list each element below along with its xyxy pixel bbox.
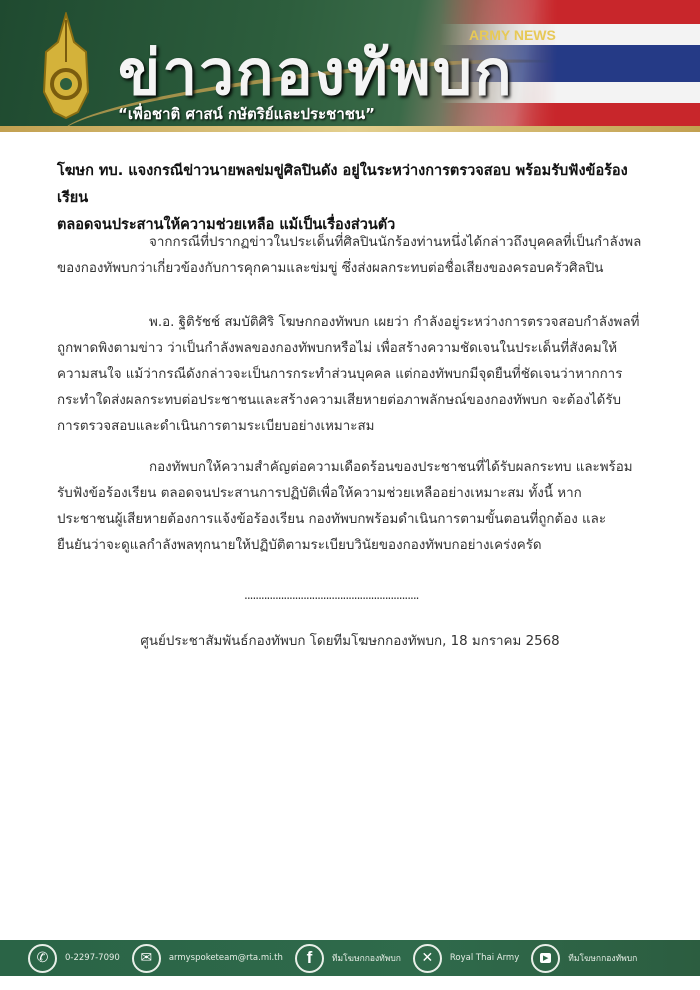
x-icon: ✕	[413, 944, 442, 973]
contact-footer	[0, 940, 700, 976]
separator: ..............................................................	[244, 588, 419, 602]
news-banner	[0, 0, 700, 132]
text-line: ยืนยันว่าจะดูแลกำลังพลทุกนายให้ปฏิบัติตามระเบียบวินัยของกองทัพบกอย่างเคร่งครัด	[57, 538, 542, 553]
text-line: จากกรณีที่ปรากฏข่าวในประเด็นที่ศิลปินนักร้องท่านหนึ่งได้กล่าวถึงบุคคลที่เป็นกำลังพล	[149, 235, 642, 250]
youtube-icon: ▶	[531, 944, 560, 973]
paragraph-1	[57, 230, 657, 282]
contact-x[interactable]	[413, 944, 519, 973]
youtube-name: ทีมโฆษกกองทัพบก	[568, 954, 638, 964]
contact-youtube[interactable]	[531, 944, 637, 973]
army-news-tag: ARMY NEWS	[469, 27, 556, 43]
contact-facebook[interactable]	[295, 944, 401, 973]
facebook-name: ทีมโฆษกกองทัพบก	[331, 954, 401, 964]
contact-email[interactable]	[132, 944, 283, 973]
banner-title: ข่าวกองทัพบก	[118, 36, 514, 109]
credit-line: ศูนย์ประชาสัมพันธ์กองทัพบก โดยทีมโฆษกกองทัพบก, 18 มกราคม 2568	[140, 634, 560, 649]
phone-icon: ✆	[28, 944, 57, 973]
text-line: กระทำใดส่งผลกระทบต่อประชาชนและสร้างความเสียหายต่อภาพลักษณ์ของกองทัพบก จะต้องได้รับ	[57, 393, 622, 408]
mail-icon: ✉	[132, 944, 161, 973]
text-line: กองทัพบกให้ความสำคัญต่อความเดือดร้อนของประชาชนที่ได้รับผลกระทบ และพร้อม	[149, 460, 633, 475]
contact-phone[interactable]	[28, 944, 120, 973]
text-line: ถูกพาดพิงตามข่าว ว่าเป็นกำลังพลของกองทัพบกหรือไม่ เพื่อสร้างความชัดเจนในประเด็นที่สังคมให้	[57, 341, 618, 356]
text-line: ความสนใจ แม้ว่ากรณีดังกล่าวจะเป็นการกระทำส่วนบุคคล แต่กองทัพบกมีจุดยืนที่ชัดเจนว่าหากการ	[57, 367, 623, 382]
headline	[57, 158, 657, 239]
headline-line: ตลอดจนประสานให้ความช่วยเหลือ แม้เป็นเรื่องส่วนตัว	[57, 217, 396, 233]
paragraph-3	[57, 455, 657, 559]
text-line: พ.อ. ฐิติรัชช์ สมบัติศิริ โฆษกกองทัพบก เผยว่า กำลังอยู่ระหว่างการตรวจสอบกำลังพลที่	[149, 315, 640, 330]
facebook-icon: f	[295, 944, 324, 973]
x-name: Royal Thai Army	[449, 953, 520, 963]
army-emblem-icon	[38, 12, 94, 120]
banner-motto: “เพื่อชาติ ศาสน์ กษัตริย์และประชาชน”	[118, 105, 376, 123]
text-line: การตรวจสอบและดำเนินการตามระเบียบอย่างเหมาะสม	[57, 419, 375, 434]
text-line: ประชาชนผู้เสียหายต้องการแจ้งข้อร้องเรียน กองทัพบกพร้อมดำเนินการตามขั้นตอนที่ถูกต้อง และ	[57, 512, 607, 527]
text-line: ของกองทัพบกว่าเกี่ยวข้องกับการคุกคามและข่มขู่ ซึ่งส่งผลกระทบต่อชื่อเสียงของครอบครัวศิลปิน	[57, 261, 604, 276]
email-address: armyspoketeam@rta.mi.th	[168, 953, 283, 963]
text-line: รับฟังข้อร้องเรียน ตลอดจนประสานการปฏิบัติเพื่อให้ความช่วยเหลืออย่างเหมาะสม ทั้งนี้ หาก	[57, 486, 582, 501]
banner-gold-band	[0, 126, 700, 132]
paragraph-2	[57, 310, 657, 440]
headline-line: โฆษก ทบ. แจงกรณีข่าวนายพลข่มขู่ศิลปินดัง อยู่ในระหว่างการตรวจสอบ พร้อมรับฟังข้อร้องเรียน	[57, 163, 628, 206]
phone-number: 0-2297-7090	[65, 953, 120, 963]
